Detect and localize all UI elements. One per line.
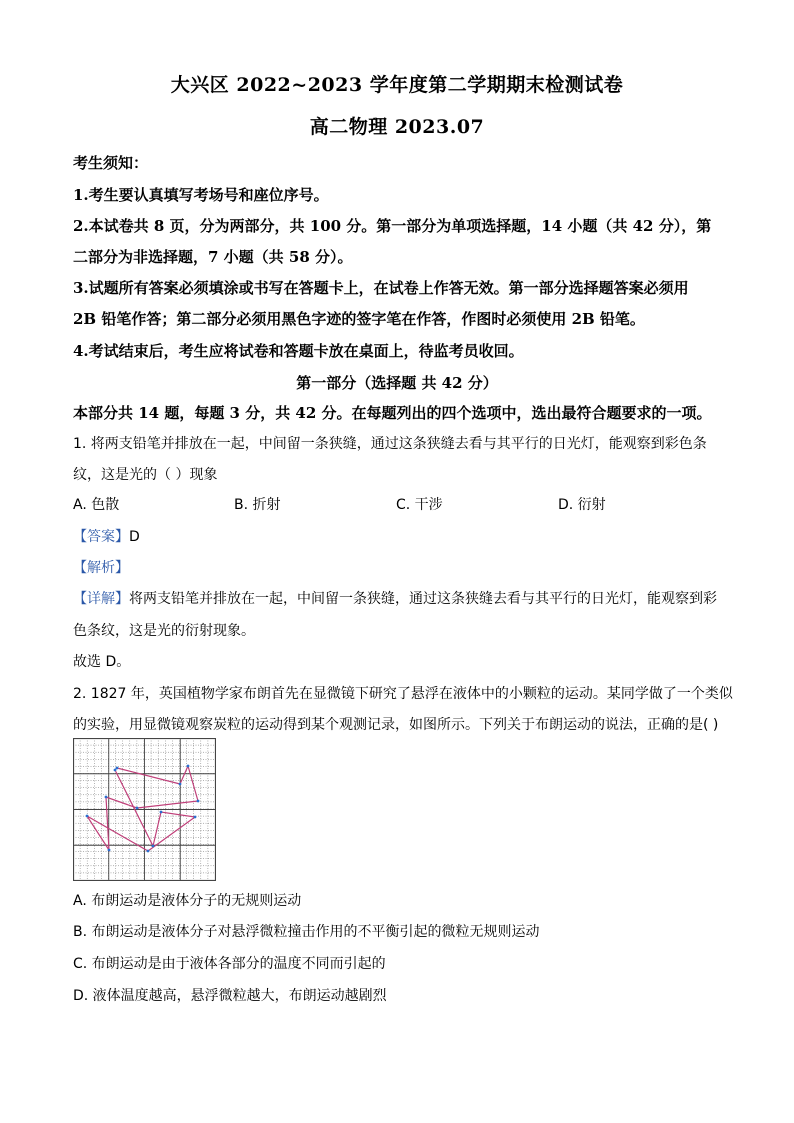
- notice-item-2: 2.本试卷共 8 页，分为两部分，共 100 分。第一部分为单项选择题，14 小题（共 42 分），第: [73, 217, 712, 235]
- q1-option-d: D. 衍射: [558, 497, 606, 513]
- trajectory-point: [114, 769, 117, 772]
- trajectory-point: [86, 815, 89, 818]
- q1-conclusion: 故选 D。: [73, 654, 131, 670]
- q2-option-c: C. 布朗运动是由于液体各部分的温度不同而引起的: [73, 956, 386, 972]
- notice-item-1: 1.考生要认真填写考场号和座位序号。: [73, 186, 329, 204]
- trajectory-point: [116, 767, 119, 770]
- trajectory-point: [179, 783, 182, 786]
- q1-detail: [73, 588, 717, 608]
- q1-option-c: C. 干涉: [396, 497, 443, 513]
- trajectory-point: [187, 765, 190, 768]
- notice-item-3-cont: 2B 铅笔作答；第二部分必须用黑色字迹的签字笔在作答，作图时必须使用 2B 铅笔。: [73, 310, 645, 328]
- q1-stem-line1: 1. 将两支铅笔并排放在一起，中间留一条狭缝，通过这条狭缝去看与其平行的日光灯，能观察到彩色条: [73, 436, 707, 452]
- answer-tag: 【答案】: [73, 529, 129, 545]
- trajectory-point: [108, 849, 111, 852]
- detail-text: 将两支铅笔并排放在一起，中间留一条狭缝，通过这条狭缝去看与其平行的日光灯，能观察到彩: [129, 591, 717, 607]
- trajectory-point: [160, 811, 163, 814]
- q1-option-b: B. 折射: [234, 497, 281, 513]
- trajectory-point: [147, 850, 150, 853]
- brownian-motion-figure: [73, 738, 216, 881]
- q2-stem-line1: 2. 1827 年，英国植物学家布朗首先在显微镜下研究了悬浮在液体中的小颗粒的运动。某同学做了一个类似: [73, 686, 733, 702]
- q1-answer: [73, 526, 140, 546]
- q2-stem-line2: 的实验，用显微镜观察炭粒的运动得到某个观测记录，如图所示。下列关于布朗运动的说法，正确的是( ): [73, 717, 719, 733]
- exam-subtitle: 高二物理 2023.07: [309, 116, 485, 138]
- notice-item-3: 3.试题所有答案必须填涂或书写在答题卡上，在试卷上作答无效。第一部分选择题答案必须用: [73, 279, 689, 297]
- trajectory-point: [136, 807, 139, 810]
- notice-heading: 考生须知：: [73, 154, 149, 172]
- notice-item-2-cont: 二部分为非选择题，7 小题（共 58 分）。: [73, 248, 353, 266]
- particle-trajectory: [87, 766, 198, 851]
- part1-heading: 第一部分（选择题 共 42 分）: [296, 374, 498, 392]
- q1-detail-cont: 色条纹，这是光的衍射现象。: [73, 623, 255, 639]
- exam-title: 大兴区 2022~2023 学年度第二学期期末检测试卷: [170, 74, 624, 96]
- trajectory-point: [105, 796, 108, 799]
- trajectory-point: [152, 845, 155, 848]
- answer-value: D: [129, 529, 140, 545]
- q2-option-d: D. 液体温度越高，悬浮微粒越大，布朗运动越剧烈: [73, 988, 387, 1004]
- notice-item-4: 4.考试结束后，考生应将试卷和答题卡放在桌面上，待监考员收回。: [73, 342, 524, 360]
- part1-intro: 本部分共 14 题，每题 3 分，共 42 分。在每题列出的四个选项中，选出最符合题要求的一项。: [73, 404, 712, 422]
- q1-stem-line2: 纹，这是光的（ ）现象: [73, 467, 218, 483]
- q1-analysis-tag: 【解析】: [73, 560, 129, 576]
- detail-tag: 【详解】: [73, 591, 129, 607]
- q2-option-b: B. 布朗运动是液体分子对悬浮微粒撞击作用的不平衡引起的微粒无规则运动: [73, 924, 540, 940]
- q2-option-a: A. 布朗运动是液体分子的无规则运动: [73, 893, 302, 909]
- trajectory-point: [197, 800, 200, 803]
- q1-option-a: A. 色散: [73, 497, 120, 513]
- trajectory-point: [194, 816, 197, 819]
